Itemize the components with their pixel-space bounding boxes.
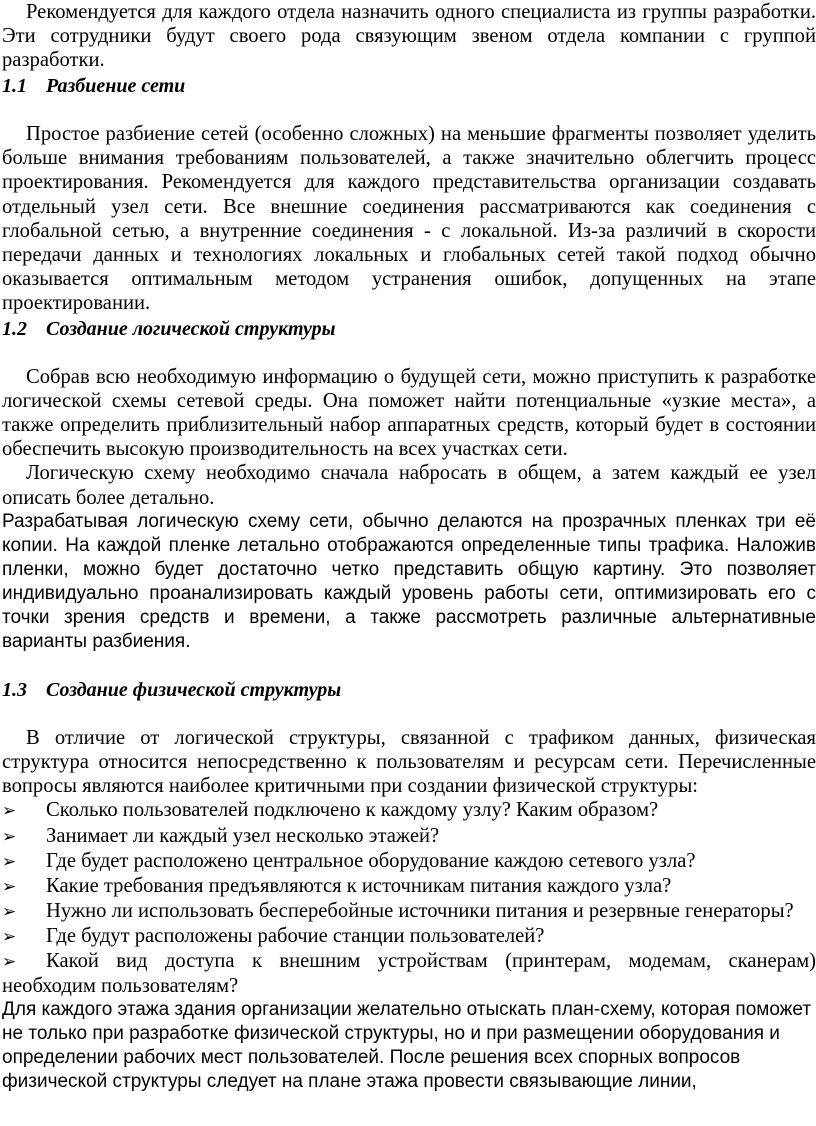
section-heading-1-3: [2, 678, 816, 702]
section-heading-1-2: [2, 317, 816, 341]
arrow-bullet-icon: ➢: [2, 801, 17, 822]
list-item: ➢ Какие требования предъявляются к источникам питания каждого узла?: [2, 874, 816, 899]
section-number: 1.1: [2, 75, 27, 98]
physical-paragraph: В отличие от логической структуры, связанной с трафиком данных, физическая структура относится непосредственно к пользователям и ресурсам сети. Перечисленные вопросы являются наиболее критичными при создании физической структуры:: [2, 727, 816, 798]
arrow-bullet-icon: ➢: [2, 876, 17, 897]
list-item: ➢ Где будут расположены рабочие станции пользователей?: [2, 924, 816, 949]
logic-paragraph-3: Разрабатывая логическую схему сети, обычно делаются на прозрачных пленках три её копии. На каждой пленке летально отображаются определенные типы трафика. Наложив пленки, можно будет достаточно четко представить общую картину. Это позволяет индивидуально проанализировать каждый уровень работы сети, оптимизировать его с точки зрения средств и времени, а также рассмотреть различные альтернативные варианты разбиения.: [2, 510, 816, 653]
arrow-bullet-icon: ➢: [2, 926, 17, 947]
list-item: ➢ Какой вид доступа к внешним устройствам (принтерам, модемам, сканерам) необходим пользователям?: [2, 950, 816, 998]
list-item: ➢ Нужно ли использовать бесперебойные источники питания и резервные генераторы?: [2, 899, 816, 924]
list-item: ➢ Где будет расположено центральное оборудование каждою сетевого узла?: [2, 849, 816, 874]
arrow-bullet-icon: ➢: [2, 851, 17, 872]
section-title: Создание физической структуры: [46, 679, 342, 702]
section-title: Создание логической структуры: [46, 318, 336, 341]
arrow-bullet-icon: ➢: [2, 901, 17, 922]
split-paragraph: Простое разбиение сетей (особенно сложных) на меньшие фрагменты позволяет уделить больше внимания требованиям пользователей, а также значительно облегчить процесс проектирования. Рекомендуется для каждого представительства организации создавать отдельный узел сети. Все внешние соединения рассматриваются как соединения с глобальной сетью, а внутренние соединения - с локальной. Из-за различий в скорости передачи данных и технологиях локальных и глобальных сетей такой подход обычно оказывается оптимальным методом устранения ошибок, допущенных на этапе проектировании.: [2, 123, 816, 314]
arrow-bullet-icon: ➢: [2, 952, 17, 972]
logic-paragraph-1: Собрав всю необходимую информацию о будущей сети, можно приступить к разработке логической схемы сетевой среды. Она поможет найти потенциальные «узкие места», а также определить приблизительный набор аппаратных средств, который будет в состоянии обеспечить высокую производительность на всех участках сети.: [2, 366, 816, 461]
logic-paragraph-2: Логическую схему необходимо сначала набросать в общем, а затем каждый ее узел описать более детально.: [2, 462, 816, 509]
final-paragraph: Для каждого этажа здания организации желательно отыскать план-схему, которая поможет не только при разработке физической структуры, но и при размещении оборудования и определении рабочих мест пользователей. После решения всех спорных вопросов физической структуры следует на плане этажа провести связывающие линии,: [2, 999, 812, 1093]
section-heading-1-1: [2, 74, 816, 98]
question-list: [2, 798, 816, 998]
section-title: Разбиение сети: [46, 75, 186, 98]
section-number: 1.2: [2, 318, 27, 341]
list-item: ➢ Занимает ли каждый узел несколько этажей?: [2, 824, 816, 849]
arrow-bullet-icon: ➢: [2, 826, 17, 847]
intro-paragraph: Рекомендуется для каждого отдела назначить одного специалиста из группы разработки. Эти сотрудники будут своего рода связующим звеном отдела компании с группой разработки.: [2, 1, 816, 72]
section-number: 1.3: [2, 679, 27, 702]
list-item: ➢ Сколько пользователей подключено к каждому узлу? Каким образом?: [2, 798, 816, 823]
